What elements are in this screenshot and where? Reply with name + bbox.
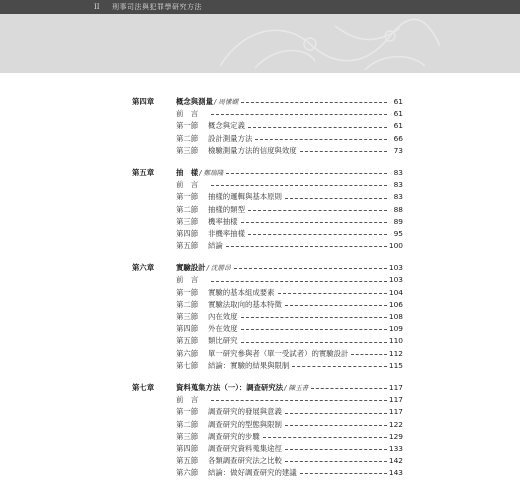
dot-leader (234, 268, 387, 269)
section-entry[interactable] (132, 406, 403, 418)
chapter-author: / 周愫嫻 (213, 98, 239, 106)
chapter-label: 第七章 (132, 382, 155, 392)
dot-leader (241, 342, 387, 343)
section-title: 實驗的基本組成要素 (208, 287, 275, 297)
section-number: 第五節 (176, 456, 199, 466)
section-page-number: 112 (388, 348, 403, 358)
dot-leader (285, 305, 387, 306)
chapter-title: 抽 樣 (176, 167, 199, 177)
section-number: 第一節 (176, 192, 199, 202)
chapter-author: / 陳玉書 (284, 383, 309, 392)
section-page-number: 133 (388, 443, 403, 453)
section-title: 抽樣的邏輯與基本原則 (208, 192, 282, 202)
dot-leader (248, 127, 387, 128)
section-entry[interactable] (132, 240, 403, 252)
section-page-number: 103 (388, 275, 403, 285)
section-entry[interactable] (132, 204, 403, 216)
section-number: 第六節 (176, 468, 199, 478)
section-entry[interactable] (132, 299, 403, 311)
section-page-number: 108 (388, 312, 403, 321)
section-number: 第四節 (176, 443, 199, 453)
dot-leader (241, 329, 387, 330)
section-entry[interactable] (132, 360, 403, 372)
running-header (0, 0, 520, 14)
chapter-entry[interactable] (132, 167, 403, 179)
section-page-number: 100 (388, 241, 403, 251)
section-page-number: 83 (393, 192, 403, 202)
dot-leader (241, 222, 387, 223)
section-number: 前 言 (176, 109, 199, 119)
section-entry[interactable] (132, 311, 403, 323)
chapter-title: 資料蒐集方法（一）：調查研究法 (176, 382, 284, 392)
section-entry[interactable] (132, 443, 403, 455)
dot-leader (241, 317, 387, 318)
section-page-number: 61 (393, 121, 403, 131)
section-entry[interactable] (132, 467, 403, 479)
section-page-number: 129 (388, 431, 403, 441)
section-number: 第一節 (176, 407, 199, 417)
section-page-number: 110 (388, 336, 403, 346)
dot-leader (278, 293, 387, 294)
section-page-number: 73 (393, 145, 403, 155)
chapter-label: 第五章 (132, 167, 155, 177)
section-page-number: 104 (388, 287, 403, 297)
section-entry[interactable] (132, 274, 403, 286)
dot-leader (300, 151, 387, 152)
dot-leader (285, 413, 387, 414)
section-title: 非機率抽樣 (208, 228, 245, 238)
section-title: 單一研究參與者（單一受試者）的實驗設計 (208, 348, 349, 358)
section-number: 第一節 (176, 287, 199, 297)
section-page-number: 109 (388, 324, 403, 334)
section-title: 調查研究的步驟 (208, 431, 260, 441)
chapter-author: / 鄭瑞隆 (199, 168, 224, 177)
section-title: 類比研究 (208, 336, 238, 346)
dot-leader (241, 102, 387, 103)
section-title: 實驗法取向的基本特徵 (208, 299, 282, 309)
section-number: 第六節 (176, 348, 199, 358)
dot-leader (248, 234, 387, 235)
section-entry[interactable] (132, 287, 403, 299)
chapter-block (132, 167, 403, 252)
chapter-label: 第四章 (132, 97, 155, 106)
section-number: 第一節 (176, 121, 199, 131)
section-number: 前 言 (176, 395, 199, 405)
section-title: 外在效度 (208, 324, 238, 334)
chapter-label: 第六章 (132, 263, 155, 273)
dot-leader (300, 473, 387, 474)
section-title: 結論 (208, 241, 223, 251)
dot-leader (285, 425, 387, 426)
section-title: 調查研究的發展與意義 (208, 407, 282, 417)
swirl-ornament-icon (215, 16, 445, 72)
page-number: II (94, 3, 100, 11)
section-number: 前 言 (176, 180, 199, 190)
section-page-number: 83 (393, 180, 403, 190)
section-number: 第四節 (176, 228, 199, 238)
chapter-author: / 沈勝昂 (206, 264, 231, 273)
section-page-number: 117 (388, 407, 403, 417)
dot-leader (292, 366, 387, 367)
section-title: 檢驗測量方法的信度與效度 (208, 145, 297, 155)
section-page-number: 142 (388, 456, 403, 466)
chapter-page-number: 83 (393, 167, 403, 177)
section-page-number: 95 (393, 228, 403, 238)
section-number: 第三節 (176, 312, 199, 321)
section-number: 第四節 (176, 324, 199, 334)
section-entry[interactable] (132, 335, 403, 347)
section-number: 第五節 (176, 336, 199, 346)
section-page-number: 106 (388, 299, 403, 309)
section-number: 第二節 (176, 419, 199, 429)
section-entry[interactable] (132, 348, 403, 360)
dot-leader (211, 185, 387, 186)
section-page-number: 115 (388, 360, 403, 370)
section-page-number: 89 (393, 216, 403, 226)
book-title: 刑事司法與犯罪學研究方法 (112, 3, 202, 11)
section-entry[interactable] (132, 145, 403, 157)
section-page-number: 66 (393, 133, 403, 143)
section-number: 第二節 (176, 204, 199, 214)
section-title: 結論：做好調查研究的建議 (208, 468, 297, 478)
chapter-block (132, 382, 403, 480)
section-entry[interactable] (132, 216, 403, 228)
section-entry[interactable] (132, 419, 403, 431)
section-page-number: 122 (388, 419, 403, 429)
section-number: 第七節 (176, 360, 199, 370)
dot-leader (226, 173, 387, 174)
chapter-entry[interactable] (132, 96, 403, 108)
section-number: 第三節 (176, 431, 199, 441)
section-number: 第三節 (176, 145, 199, 155)
section-page-number: 117 (388, 395, 403, 405)
section-title: 內在效度 (208, 312, 238, 321)
chapter-page-number: 61 (393, 97, 403, 106)
section-number: 第二節 (176, 133, 199, 143)
table-of-contents (132, 96, 403, 489)
chapter-entry[interactable] (132, 262, 403, 274)
dot-leader (351, 354, 386, 355)
dot-leader (211, 281, 387, 282)
section-entry[interactable] (132, 228, 403, 240)
section-title: 設計測量方法 (208, 133, 253, 143)
section-title: 結論：實驗的結果與限制 (208, 360, 290, 370)
section-number: 前 言 (176, 275, 199, 285)
section-entry[interactable] (132, 133, 403, 145)
dot-leader (255, 139, 387, 140)
section-title: 概念與定義 (208, 121, 245, 131)
dot-leader (226, 246, 387, 247)
chapter-entry[interactable] (132, 382, 403, 394)
section-number: 第三節 (176, 216, 199, 226)
chapter-title: 實驗設計 (176, 263, 206, 273)
section-entry[interactable] (132, 455, 403, 467)
section-page-number: 61 (393, 109, 403, 119)
dot-leader (285, 461, 387, 462)
dot-leader (211, 400, 387, 401)
section-entry[interactable] (132, 323, 403, 335)
section-entry[interactable] (132, 120, 403, 132)
section-entry[interactable] (132, 108, 403, 120)
section-title: 調查研究的型態與限制 (208, 419, 282, 429)
section-entry[interactable] (132, 431, 403, 443)
section-title: 抽樣的類型 (208, 204, 245, 214)
section-entry[interactable] (132, 191, 403, 203)
section-entry[interactable] (132, 394, 403, 406)
dot-leader (211, 114, 387, 115)
section-number: 第二節 (176, 299, 199, 309)
dot-leader (248, 210, 387, 211)
chapter-title: 概念與測量 (176, 97, 213, 106)
section-entry[interactable] (132, 179, 403, 191)
dot-leader (263, 437, 387, 438)
chapter-block (132, 96, 403, 157)
section-number: 第五節 (176, 241, 199, 251)
section-title: 機率抽樣 (208, 216, 238, 226)
dot-leader (311, 388, 387, 389)
chapter-page-number: 117 (388, 382, 403, 392)
dot-leader (285, 449, 387, 450)
dot-leader (285, 198, 387, 199)
section-page-number: 143 (388, 468, 403, 478)
section-title: 調查研究資料蒐集途徑 (208, 443, 282, 453)
chapter-block (132, 262, 403, 372)
section-title: 各類調查研究法之比較 (208, 456, 282, 466)
section-page-number: 88 (393, 204, 403, 214)
chapter-page-number: 103 (388, 263, 403, 273)
